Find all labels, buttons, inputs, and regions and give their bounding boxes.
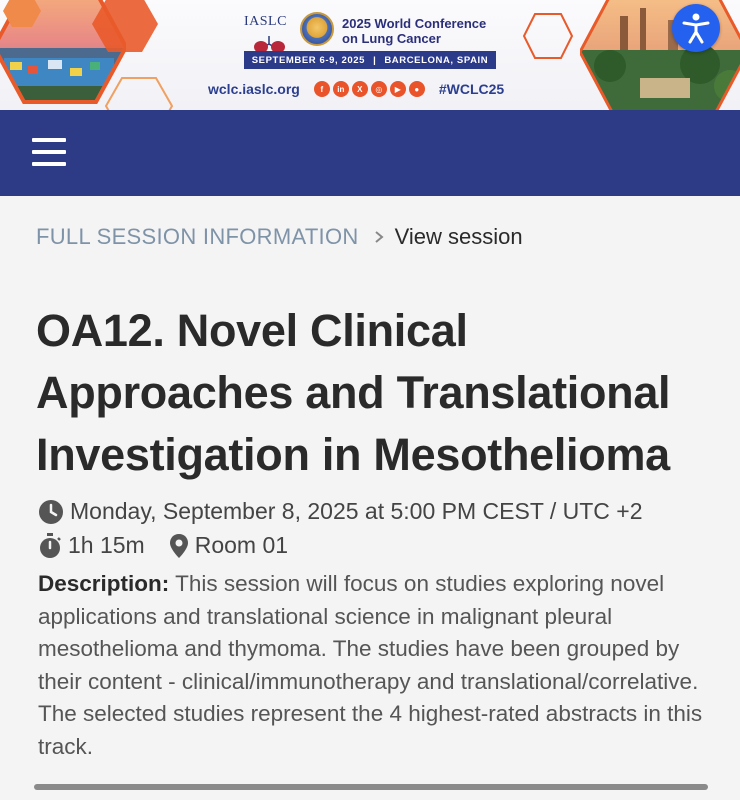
conference-title-line2: on Lung Cancer [342,31,441,46]
decorative-hexagon-icon [90,0,160,54]
conference-date-bar [244,51,496,69]
banner-links-row [208,78,504,100]
session-datetime-row [38,498,643,525]
youtube-icon[interactable]: ▶ [390,81,406,97]
hamburger-menu-icon[interactable] [32,138,66,166]
social-links [314,81,425,97]
stopwatch-icon [38,533,62,559]
conference-title-line1: 2025 World Conference [342,16,487,31]
description-text: This session will focus on studies exploring novel applications and translational science in malignant pleural mesothelioma and thymoma. The studies have been grouped by their content - clinical/immunotherapy and translational/correlative. The selected studies represent the 4 highest-rated abstracts in this track. [38,571,703,759]
decorative-hexagon-icon [104,76,174,110]
description-label: Description: [38,571,170,596]
section-divider [34,784,708,790]
instagram-icon[interactable]: ◎ [371,81,387,97]
session-title: OA12. Novel Clinical Approaches and Translational Investigation in Mesothelioma [36,305,671,480]
date-separator: | [373,54,377,66]
decorative-hexagon-icon [522,12,574,60]
clock-icon [38,499,64,525]
location-pin-icon [169,533,189,559]
conference-banner[interactable] [0,0,740,110]
decorative-hexagon-icon [2,0,42,28]
accessibility-button[interactable] [672,4,720,52]
facebook-icon[interactable]: f [314,81,330,97]
session-duration-room-row [38,532,312,559]
session-datetime: Monday, September 8, 2025 at 5:00 PM CEST / UTC +2 [70,498,643,524]
flickr-icon[interactable]: ● [409,81,425,97]
conference-location: BARCELONA, SPAIN [384,54,489,66]
breadcrumb-full-session-information[interactable]: FULL SESSION INFORMATION [36,224,359,249]
session-detail [0,196,740,800]
main-navigation-bar [0,110,740,196]
accessibility-icon [681,12,711,44]
breadcrumb-current-view-session: View session [394,224,523,249]
breadcrumb [36,224,523,250]
conference-dates: SEPTEMBER 6-9, 2025 [251,54,366,66]
conference-url-link[interactable]: wclc.iaslc.org [208,81,300,97]
iaslc-logo-text: IASLC [244,14,287,29]
linkedin-icon[interactable]: in [333,81,349,97]
session-duration: 1h 15m [68,532,145,558]
conference-seal-icon [300,12,334,46]
conference-hashtag: #WCLC25 [438,81,505,97]
chevron-right-icon [373,230,385,244]
session-description [38,568,708,763]
session-room: Room 01 [194,532,289,558]
x-twitter-icon[interactable]: X [352,81,368,97]
